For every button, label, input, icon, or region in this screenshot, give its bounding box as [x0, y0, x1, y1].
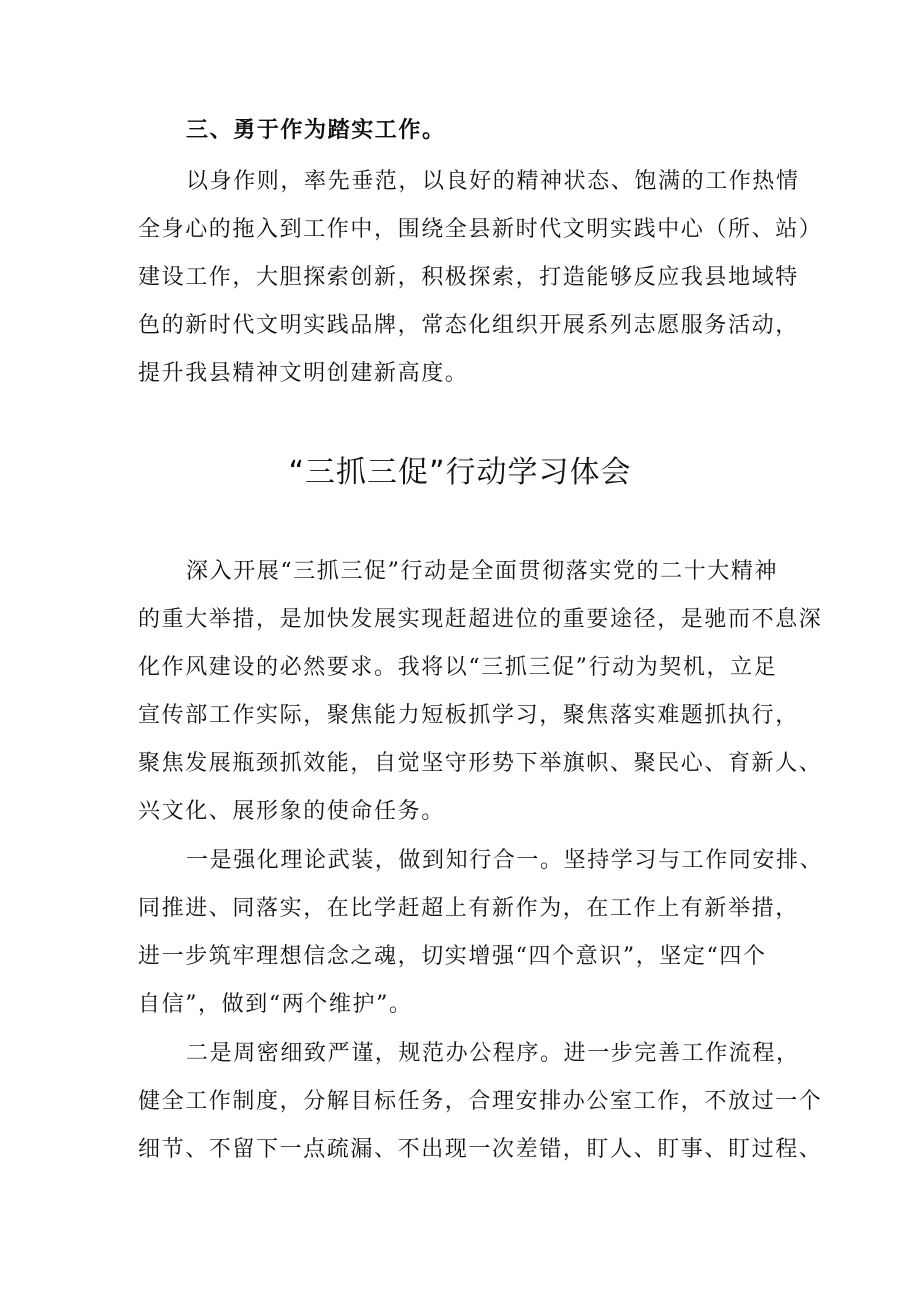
paragraph-line: 深入开展“三抓三促”行动是全面贯彻落实党的二十大精神: [186, 559, 779, 584]
article-title: “三抓三促”行动学习体会: [288, 455, 632, 490]
section-heading: 三、勇于作为踏实工作。: [186, 118, 446, 143]
paragraph-line: 宣传部工作实际，聚焦能力短板抓学习，聚焦落实难题抓执行，: [138, 703, 799, 728]
paragraph-line: 健全工作制度，分解目标任务，合理安排办公室工作，不放过一个: [138, 1089, 823, 1114]
paragraph-line: 建设工作，大胆探索创新，积极探索，打造能够反应我县地域特: [138, 265, 799, 290]
paragraph-line: 全身心的拖入到工作中，围绕全县新时代文明实践中心（所、站）: [138, 217, 823, 242]
paragraph-line: 兴文化、展形象的使命任务。: [138, 799, 445, 824]
paragraph-line: 色的新时代文明实践品牌，常态化组织开展系列志愿服务活动，: [138, 313, 799, 338]
paragraph-line: 聚焦发展瓶颈抓效能，自觉坚守形势下举旗帜、聚民心、育新人、: [138, 751, 823, 776]
paragraph-line: 化作风建设的必然要求。我将以“三抓三促”行动为契机，立足: [138, 655, 778, 680]
paragraph-line: 同推进、同落实，在比学赶超上有新作为，在工作上有新举措，: [138, 896, 799, 921]
paragraph-line: 进一步筑牢理想信念之魂，切实增强“四个意识”，坚定“四个: [138, 944, 767, 969]
paragraph-line: 一是强化理论武装，做到知行合一。坚持学习与工作同安排、: [186, 848, 824, 873]
paragraph-line: 自信”，做到“两个维护”。: [138, 992, 413, 1017]
paragraph-line: 细节、不留下一点疏漏、不出现一次差错，盯人、盯事、盯过程、: [138, 1137, 823, 1162]
paragraph-line: 二是周密细致严谨，规范办公程序。进一步完善工作流程，: [186, 1041, 800, 1066]
paragraph-line: 的重大举措，是加快发展实现赶超进位的重要途径，是驰而不息深: [138, 607, 823, 632]
paragraph-line: 提升我县精神文明创建新高度。: [138, 361, 469, 386]
paragraph-line: 以身作则，率先垂范，以良好的精神状态、饱满的工作热情: [186, 169, 800, 194]
